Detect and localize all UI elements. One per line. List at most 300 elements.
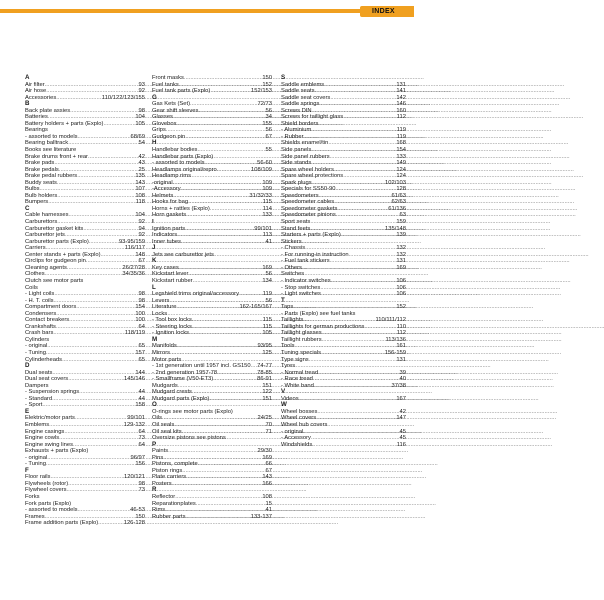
entry-title: Dampers	[25, 382, 49, 389]
entry-page-number: 56	[265, 271, 272, 278]
entry-page-number: 34	[265, 114, 272, 121]
entry-page-number: 39	[399, 369, 406, 376]
entry-title: Elektric/motor parts	[25, 415, 75, 422]
entry-title: Helmets	[152, 192, 174, 199]
entry-title: Saddle seats	[281, 88, 315, 95]
index-entry	[152, 304, 272, 311]
entry-title: - White band	[281, 382, 314, 389]
entry-page-number: 122	[262, 389, 272, 396]
entry-title: Clothes	[25, 271, 45, 278]
entry-title: Cable harnesses	[25, 212, 69, 219]
entry-page-number: 106	[396, 284, 406, 291]
entry-title: Levers	[152, 297, 170, 304]
index-entry	[152, 278, 272, 285]
entry-page-number: 119	[396, 133, 406, 140]
entry-title: Gas Kets (Set)	[152, 101, 191, 108]
entry-title: Posters	[152, 480, 172, 487]
entry-title: Fork parts (Explo)	[25, 500, 72, 507]
entry-page-number: 72/73	[257, 101, 272, 108]
entry-page-number: 108	[262, 494, 272, 500]
dot-leader	[316, 415, 396, 422]
entry-page-number: 100	[135, 317, 145, 324]
entry-title: Pins	[152, 454, 164, 461]
dot-leader	[302, 265, 396, 272]
entry-page-number: 131	[396, 356, 406, 363]
entry-title: Floor rails	[25, 474, 51, 481]
entry-page-number: 147	[396, 415, 406, 422]
entry-page-number: 118/119	[124, 330, 145, 337]
entry-title: - Light coils	[25, 291, 55, 298]
entry-title: Accessories	[25, 94, 57, 101]
entry-title: Mirrors	[152, 349, 171, 356]
entry-title: - Parts (Explo) see fuel tanks	[281, 310, 356, 317]
entry-page-number: 157	[135, 349, 145, 356]
entry-title: Bulb holders	[25, 192, 58, 199]
entry-page-number: 37/38	[391, 382, 406, 389]
dot-leader	[217, 167, 251, 174]
entry-title: Crankshafts	[25, 323, 56, 330]
entry-title: Oversize pistons see pistons	[152, 435, 226, 442]
entry-page-number: 44	[138, 395, 145, 402]
entry-page-number: 115	[262, 323, 272, 330]
entry-page-number: 92	[138, 88, 145, 95]
entry-title: Type signs	[281, 356, 309, 363]
entry-page-number: 25	[138, 166, 145, 173]
entry-title: Glasses	[152, 114, 173, 121]
entry-title: Speedometers	[281, 192, 319, 199]
dot-leader	[68, 376, 124, 383]
entry-title: - Fuel tank stickers	[281, 258, 330, 265]
entry-title: Saddle emblems	[281, 81, 325, 88]
entry-page-number: 92	[138, 232, 145, 239]
entry-page-number: 56	[265, 127, 272, 134]
entry-title: Front masks	[152, 75, 184, 81]
entry-page-number: 98	[138, 291, 145, 298]
entry-title: - Steering locks	[152, 323, 192, 330]
entry-page-number: 133	[262, 212, 272, 219]
entry-page-number: 112	[396, 114, 406, 121]
entry-page-number: 135/148	[385, 225, 406, 232]
entry-title: - Smallframe (V50-ET3)	[152, 376, 214, 383]
entry-title: - original	[281, 428, 304, 435]
dot-leader	[186, 212, 262, 219]
entry-title: Windshields	[281, 441, 313, 448]
entry-page-number: 73	[138, 435, 145, 442]
entry-title: -Accessory	[152, 186, 181, 193]
entry-page-number: 67	[265, 467, 272, 474]
entry-page-number: 128	[396, 186, 406, 193]
entry-page-number: 92	[138, 219, 145, 226]
entry-title: Handlebar parts (Explo)	[152, 153, 214, 160]
dot-leader	[68, 140, 138, 147]
entry-title: Frame addition parts (Explo)	[25, 520, 99, 527]
entry-page-number: 113	[262, 232, 272, 239]
entry-page-number: 86-91	[257, 376, 272, 383]
entry-page-number: 99/101	[254, 225, 272, 232]
dot-leader	[42, 402, 135, 409]
entry-title: - 2nd generation 1957-78	[152, 369, 218, 376]
entry-title: Oil seals	[152, 421, 175, 428]
letter-heading-text: C	[25, 204, 30, 212]
entry-page-number: 46-53	[130, 507, 145, 514]
entry-title: Exhausts + parts (Explo)	[25, 448, 89, 455]
entry-title: Grips	[152, 127, 166, 134]
index-entry	[152, 481, 272, 488]
index-entry	[281, 357, 406, 364]
entry-title: Frames	[25, 513, 45, 520]
entry-page-number: 169	[396, 264, 406, 271]
entry-title: Engine swing lines	[25, 441, 74, 448]
entry-page-number: 152	[262, 81, 272, 88]
entry-title: Sport seats	[281, 219, 311, 226]
entry-page-number: 112	[396, 330, 406, 337]
entry-page-number: 110/122/123/155	[101, 94, 145, 101]
entry-page-number: 109	[262, 179, 272, 186]
letter-heading-text: O	[152, 401, 157, 409]
index-columns	[25, 75, 406, 595]
index-label: INDEX	[372, 8, 395, 15]
entry-page-number: 43	[138, 160, 145, 167]
entry-title: - Indicator switches	[281, 277, 331, 284]
entry-page-number: 94	[138, 225, 145, 232]
entry-title: - Standard	[25, 395, 53, 402]
entry-title: Wheel covers	[281, 415, 317, 422]
index-entry	[152, 134, 272, 141]
entry-page-number: 116/117	[124, 245, 145, 252]
index-entry	[25, 357, 145, 364]
entry-title: Specials for SS50-90	[281, 186, 336, 193]
entry-title: - Normal tread	[281, 369, 319, 376]
dot-leader	[189, 330, 262, 337]
entry-page-number: 150	[135, 513, 145, 520]
entry-title: - Race tread	[281, 376, 313, 383]
entry-page-number: 42	[138, 153, 145, 160]
entry-page-number: 149	[396, 160, 406, 167]
entry-title: Rubber parts	[152, 513, 186, 520]
entry-page-number: 102/103	[385, 179, 406, 186]
dot-leader	[341, 232, 397, 239]
dot-leader	[53, 330, 125, 337]
letter-heading-text: S	[281, 74, 286, 81]
entry-title: Horn gaskets	[152, 212, 187, 219]
entry-title: - Tuning	[25, 349, 46, 356]
entry-title: Pistons, complete	[152, 461, 198, 468]
dot-leader	[210, 88, 251, 95]
entry-title: Kickstart lever	[152, 271, 189, 278]
letter-heading-text: M	[152, 335, 158, 343]
entry-page-number: 55	[265, 147, 272, 154]
index-entry	[25, 199, 145, 206]
dot-leader	[56, 95, 102, 102]
entry-title: Hooks for bag	[152, 199, 189, 206]
entry-title: Fuel tank parts (Explo)	[152, 88, 211, 95]
entry-page-number: 115	[262, 199, 272, 206]
entry-title: Manifolds	[152, 343, 177, 350]
entry-title: Speedometer cables	[281, 199, 335, 206]
entry-title: Flywheel covers	[25, 487, 67, 494]
entry-title: Fuel tanks	[152, 81, 179, 88]
entry-title: Spare wheel protections	[281, 173, 344, 180]
entry-title: Clutch see motor parts	[25, 277, 84, 284]
letter-heading-text: L	[152, 283, 156, 291]
dot-leader	[209, 396, 262, 403]
entry-page-number: 78-85	[257, 369, 272, 376]
entry-title: Shield borders	[281, 120, 319, 127]
entry-title: - original	[25, 343, 48, 350]
entry-title: Wheel bosses	[281, 408, 318, 415]
entry-page-number: 98	[138, 107, 145, 114]
entry-title: Back plate assies	[25, 107, 71, 114]
index-entry	[281, 383, 406, 390]
entry-title: - Tuning	[25, 461, 46, 468]
entry-title: Condensers	[25, 310, 57, 317]
entry-page-number: 159	[396, 219, 406, 226]
entry-page-number: 44	[138, 389, 145, 396]
entry-title: Side panels	[281, 147, 312, 154]
entry-title: Engine casings	[25, 428, 65, 435]
entry-page-number: 113/136	[385, 336, 406, 343]
entry-title: Emblems	[25, 421, 50, 428]
entry-title: - Ignition locks	[152, 330, 190, 337]
entry-title: Center stands + parts (Explo)	[25, 251, 101, 258]
entry-title: Headlamp rims	[152, 173, 191, 180]
entry-page-number: 169	[262, 264, 272, 271]
entry-page-number: 115	[262, 317, 272, 324]
entry-title: Spare wheel holders	[281, 166, 334, 173]
entry-title: Saddle springs	[281, 101, 320, 108]
entry-title: Books see literature	[25, 147, 77, 154]
entry-title: Shields enamel/tin	[281, 140, 329, 147]
entry-page-number: 150	[262, 75, 272, 81]
entry-page-number: 131	[396, 81, 406, 88]
dot-leader	[46, 461, 135, 468]
entry-page-number: 152	[396, 304, 406, 311]
entry-page-number: 124	[396, 166, 406, 173]
entry-page-number: 65	[138, 343, 145, 350]
dot-leader	[343, 114, 397, 121]
entry-page-number: 106	[396, 291, 406, 298]
letter-heading-text: I	[152, 219, 154, 226]
index-entry	[152, 514, 272, 521]
entry-title: O-rings see motor parts (Explo)	[152, 408, 233, 415]
entry-page-number: 116	[396, 441, 406, 448]
entry-title: Crash bars	[25, 330, 54, 337]
entry-page-number: 148	[135, 251, 145, 258]
entry-title: - original	[25, 454, 48, 461]
entry-page-number: 45	[399, 428, 406, 435]
index-column-1	[25, 75, 145, 595]
dot-leader	[321, 291, 396, 298]
entry-page-number: 64	[138, 441, 145, 448]
entry-page-number: 169	[262, 454, 272, 461]
index-entry	[25, 520, 145, 527]
entry-page-number: 70	[265, 421, 272, 428]
entry-title: Kickstart rubber	[152, 277, 193, 284]
entry-title: Dual seats	[25, 369, 53, 376]
entry-title: Compartment doors	[25, 304, 77, 311]
entry-page-number: 108	[135, 192, 145, 199]
entry-page-number: 41	[265, 238, 272, 245]
entry-page-number: 56	[265, 107, 272, 114]
entry-title: Air hose	[25, 88, 47, 95]
entry-title: - Light switches	[281, 291, 321, 298]
entry-title: Tuning specials	[281, 349, 322, 356]
letter-heading-text: E	[25, 407, 30, 415]
entry-title: Carburettor parts (Explo)	[25, 238, 89, 245]
entry-title: Inner tubes	[152, 238, 182, 245]
entry-title: - 1st generation until 1957 incl. GS150	[152, 363, 251, 370]
entry-title: Switches	[281, 271, 305, 278]
entry-title: - assorted to models	[25, 133, 78, 140]
entry-title: - Others	[281, 264, 302, 271]
entry-title: Plate carriers	[152, 474, 187, 481]
entry-title: Stand feets	[281, 225, 311, 232]
entry-page-number: 61/136	[388, 205, 406, 212]
letter-heading-text: F	[25, 466, 29, 474]
entry-title: Handlebar bodies	[152, 147, 198, 154]
index-column-3	[281, 75, 406, 595]
entry-title: - Suspension springs	[25, 389, 80, 396]
entry-page-number: 144	[135, 369, 145, 376]
entry-page-number: 93-95/159	[118, 238, 145, 245]
entry-page-number: 109	[262, 186, 272, 193]
entry-page-number: 56-60	[257, 160, 272, 167]
entry-page-number: 132	[396, 245, 406, 252]
entry-page-number: 151	[262, 382, 272, 389]
entry-title: Glovebox	[152, 120, 177, 127]
entry-page-number: 96/97	[130, 454, 145, 461]
entry-title: -original	[152, 179, 173, 186]
entry-page-number: 104	[135, 212, 145, 219]
entry-page-number: 71	[265, 428, 272, 435]
letter-heading-text: A	[25, 74, 30, 81]
entry-title: Brake drums front + rear	[25, 153, 88, 160]
entry-page-number: 31/32/33	[249, 192, 272, 199]
entry-title: Motor parts	[152, 356, 182, 363]
entry-page-number: 100	[135, 310, 145, 317]
dot-leader	[172, 481, 263, 488]
entry-title: Jets see carburettor jets	[152, 251, 214, 258]
index-entry	[25, 402, 145, 409]
entry-title: Taillights for german productions	[281, 323, 365, 330]
letter-heading-text: J	[152, 244, 156, 252]
entry-page-number: 142	[396, 94, 406, 101]
entry-page-number: 139	[396, 232, 406, 239]
entry-page-number: 110	[396, 323, 406, 330]
index-entry	[152, 88, 272, 95]
entry-page-number: 131	[396, 258, 406, 265]
letter-heading-text: V	[281, 388, 286, 396]
entry-title: Brake pedal rubbers	[25, 173, 78, 180]
letter-heading-text: P	[152, 440, 157, 448]
letter-heading-text: T	[281, 296, 285, 304]
dot-leader	[181, 239, 266, 246]
entry-page-number: 93	[138, 81, 145, 88]
entry-title: Key cases	[152, 264, 179, 271]
entry-page-number: 143	[135, 179, 145, 186]
letter-heading-text: K	[152, 257, 157, 265]
entry-page-number: 54	[138, 140, 145, 147]
entry-title: - H. T. coils	[25, 297, 54, 304]
entry-title: Circlips for gudgeon pin	[25, 258, 86, 265]
entry-title: Headlamps original/repro	[152, 166, 217, 173]
letter-heading-text: W	[281, 401, 287, 409]
entry-title: Cylinderheads	[25, 356, 63, 363]
entry-title: Reparationplates	[152, 500, 196, 507]
entry-title: Tools	[281, 343, 295, 350]
entry-page-number: 120/121	[124, 474, 145, 481]
entry-page-number: 154	[135, 304, 145, 311]
entry-page-number: 67	[138, 258, 145, 265]
entry-title: Paints	[152, 448, 169, 455]
entry-title: Gudgeon pin	[152, 133, 186, 140]
entry-title: Starters + parts (Explo)	[281, 232, 341, 239]
entry-title: Flywheels (rotor)	[25, 480, 69, 487]
entry-page-number: 161	[396, 343, 406, 350]
entry-page-number: 162-165/167	[239, 304, 272, 311]
entry-title: Saddle seat covers	[281, 94, 331, 101]
entry-title: Speedometer pinions	[281, 212, 336, 219]
letter-heading-text: R	[152, 486, 157, 494]
entry-title: Legshield trims original/accessory	[152, 291, 239, 298]
entry-page-number: 93/95	[257, 343, 272, 350]
dot-leader	[185, 134, 265, 141]
entry-page-number: 133	[396, 153, 406, 160]
entry-page-number: 107	[135, 186, 145, 193]
dot-leader	[98, 520, 124, 527]
entry-title: Carburettor jets	[25, 232, 65, 239]
entry-title: Mudgard crests	[152, 389, 192, 396]
entry-page-number: 64	[138, 323, 145, 330]
entry-page-number: 125	[262, 349, 272, 356]
entry-title: - Tool box locks	[152, 317, 192, 324]
dot-leader	[193, 278, 263, 285]
entry-page-number: 146	[396, 101, 406, 108]
entry-title: Carburettors	[25, 219, 58, 226]
index-column-2	[152, 75, 272, 595]
index-entry	[281, 291, 406, 298]
entry-page-number: 67	[265, 133, 272, 140]
entry-page-number: 42	[399, 408, 406, 415]
entry-title: Taillight glasses	[281, 330, 322, 337]
entry-title: Bulbs	[25, 186, 40, 193]
entry-page-number: 29/30	[257, 448, 272, 455]
entry-page-number: 133-137	[250, 513, 272, 520]
entry-page-number: 129-132	[123, 421, 145, 428]
entry-title: Reflector	[152, 494, 176, 500]
entry-title: Bearing balltrack	[25, 140, 69, 147]
entry-page-number: 155	[262, 120, 272, 127]
entry-page-number: 105	[262, 330, 272, 337]
entry-page-number: 66	[265, 461, 272, 468]
entry-title: Forks	[25, 494, 40, 500]
entry-page-number: 62/63	[391, 199, 406, 206]
entry-title: - Sport	[25, 402, 43, 409]
header-bar	[0, 6, 428, 16]
entry-page-number: 158	[135, 402, 145, 409]
dot-leader	[48, 199, 136, 206]
entry-page-number: 63	[399, 212, 406, 219]
entry-title: Literature	[152, 304, 177, 311]
entry-page-number: 15	[265, 500, 272, 507]
entry-page-number: 108/109	[251, 166, 272, 173]
entry-title: - Accessory	[281, 435, 311, 442]
entry-page-number: 98	[138, 297, 145, 304]
letter-heading-text: H	[152, 139, 157, 147]
entry-title: - assorted to models	[152, 160, 205, 167]
entry-title: Engine cowls	[25, 435, 60, 442]
entry-page-number: 143	[262, 474, 272, 481]
